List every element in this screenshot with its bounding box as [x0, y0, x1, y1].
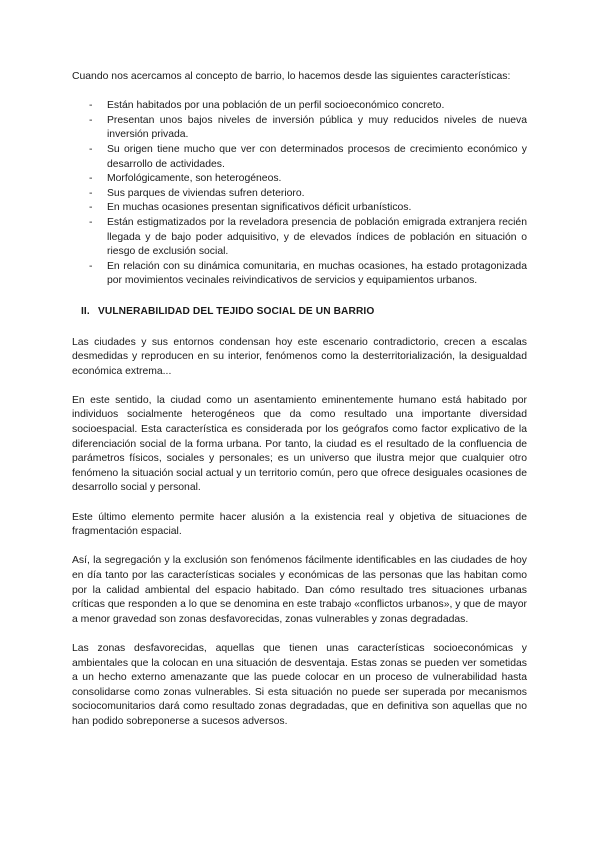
list-item: - Están habitados por una población de un perfil socioeconómico concreto. — [72, 99, 527, 114]
body-paragraph: Así, la segregación y la exclusión son fenómenos fácilmente identificables en las ciudades de hoy en día tanto por las características sociales y económicas de las personas que las habitan como por la calidad ambiental del espacio habitado. Dan cómo resultado tres situaciones urbanas críticas que responden a lo que se denomina en este trabajo «conflictos urbanos», y que de mayor a menor gravedad son zonas desfavorecidas, zonas vulnerables y zonas degradadas. — [72, 555, 527, 625]
list-item: - Su origen tiene mucho que ver con determinados procesos de crecimiento económico y desarrollo de actividades. — [72, 143, 527, 172]
section-heading — [72, 305, 527, 320]
list-item: - Morfológicamente, son heterogéneos. — [72, 172, 527, 187]
body-paragraph: Este último elemento permite hacer alusión a la existencia real y objetiva de situaciones de fragmentación espacial. — [72, 511, 527, 538]
list-item: - Sus parques de viviendas sufren deterioro. — [72, 187, 527, 202]
intro-paragraph: Cuando nos acercamos al concepto de barrio, lo hacemos desde las siguientes características: — [72, 71, 511, 82]
body-paragraph: Las zonas desfavorecidas, aquellas que tienen unas características socioeconómicas y ambientales que la colocan en una situación de desventaja. Estas zonas se pueden ver sometidas a un hecho externo amenazante que las puede colocar en un proceso de vulnerabilidad hasta consolidarse como zonas vulnerables. Si esta situación no puede ser superada por mecanismos sociocomunitarios dará como resultado zonas degradadas, que en definitiva son aquellas que no han podido sobreponerse a sucesos adversos. — [72, 642, 527, 727]
characteristics-list — [72, 99, 527, 289]
section-title: VULNERABILIDAD DEL TEJIDO SOCIAL DE UN BARRIO — [98, 305, 375, 317]
list-item: - En relación con su dinámica comunitaria, en muchas ocasiones, ha estado protagonizada por movimientos vecinales reivindicativos de servicios y equipamientos urbanos. — [72, 260, 527, 289]
document-page — [72, 70, 527, 730]
list-item: - En muchas ocasiones presentan significativos déficit urbanísticos. — [72, 201, 527, 216]
list-item: - Están estigmatizados por la reveladora presencia de población emigrada extranjera recién llegada y de bajo poder adquisitivo, y de elevados índices de población en situación o riesgo de exclusión social. — [72, 216, 527, 260]
body-paragraph: En este sentido, la ciudad como un asentamiento eminentemente humano está habitado por individuos socialmente heterogéneos que da como resultado una importante diversidad socioespacial. Esta característica es considerada por los geógrafos como factor explicativo de la diferenciación social de la forma urbana. Por tanto, la ciudad es el resultado de la confluencia de parámetros físicos, sociales y personales; es un universo que ilustra mejor que cualquier otro fenómeno la situación social actual y un territorio común, pero que ofrece desiguales ocasiones de desarrollo social y personal. — [72, 394, 527, 494]
body-paragraph: Las ciudades y sus entornos condensan hoy este escenario contradictorio, crecen a escalas desmedidas y reproducen en su interior, fenómenos como la desterritorialización, la desigualdad económica extrema... — [72, 336, 527, 377]
section-number: II. — [81, 305, 90, 317]
list-item: - Presentan unos bajos niveles de inversión pública y muy reducidos niveles de nueva inversión privada. — [72, 114, 527, 143]
